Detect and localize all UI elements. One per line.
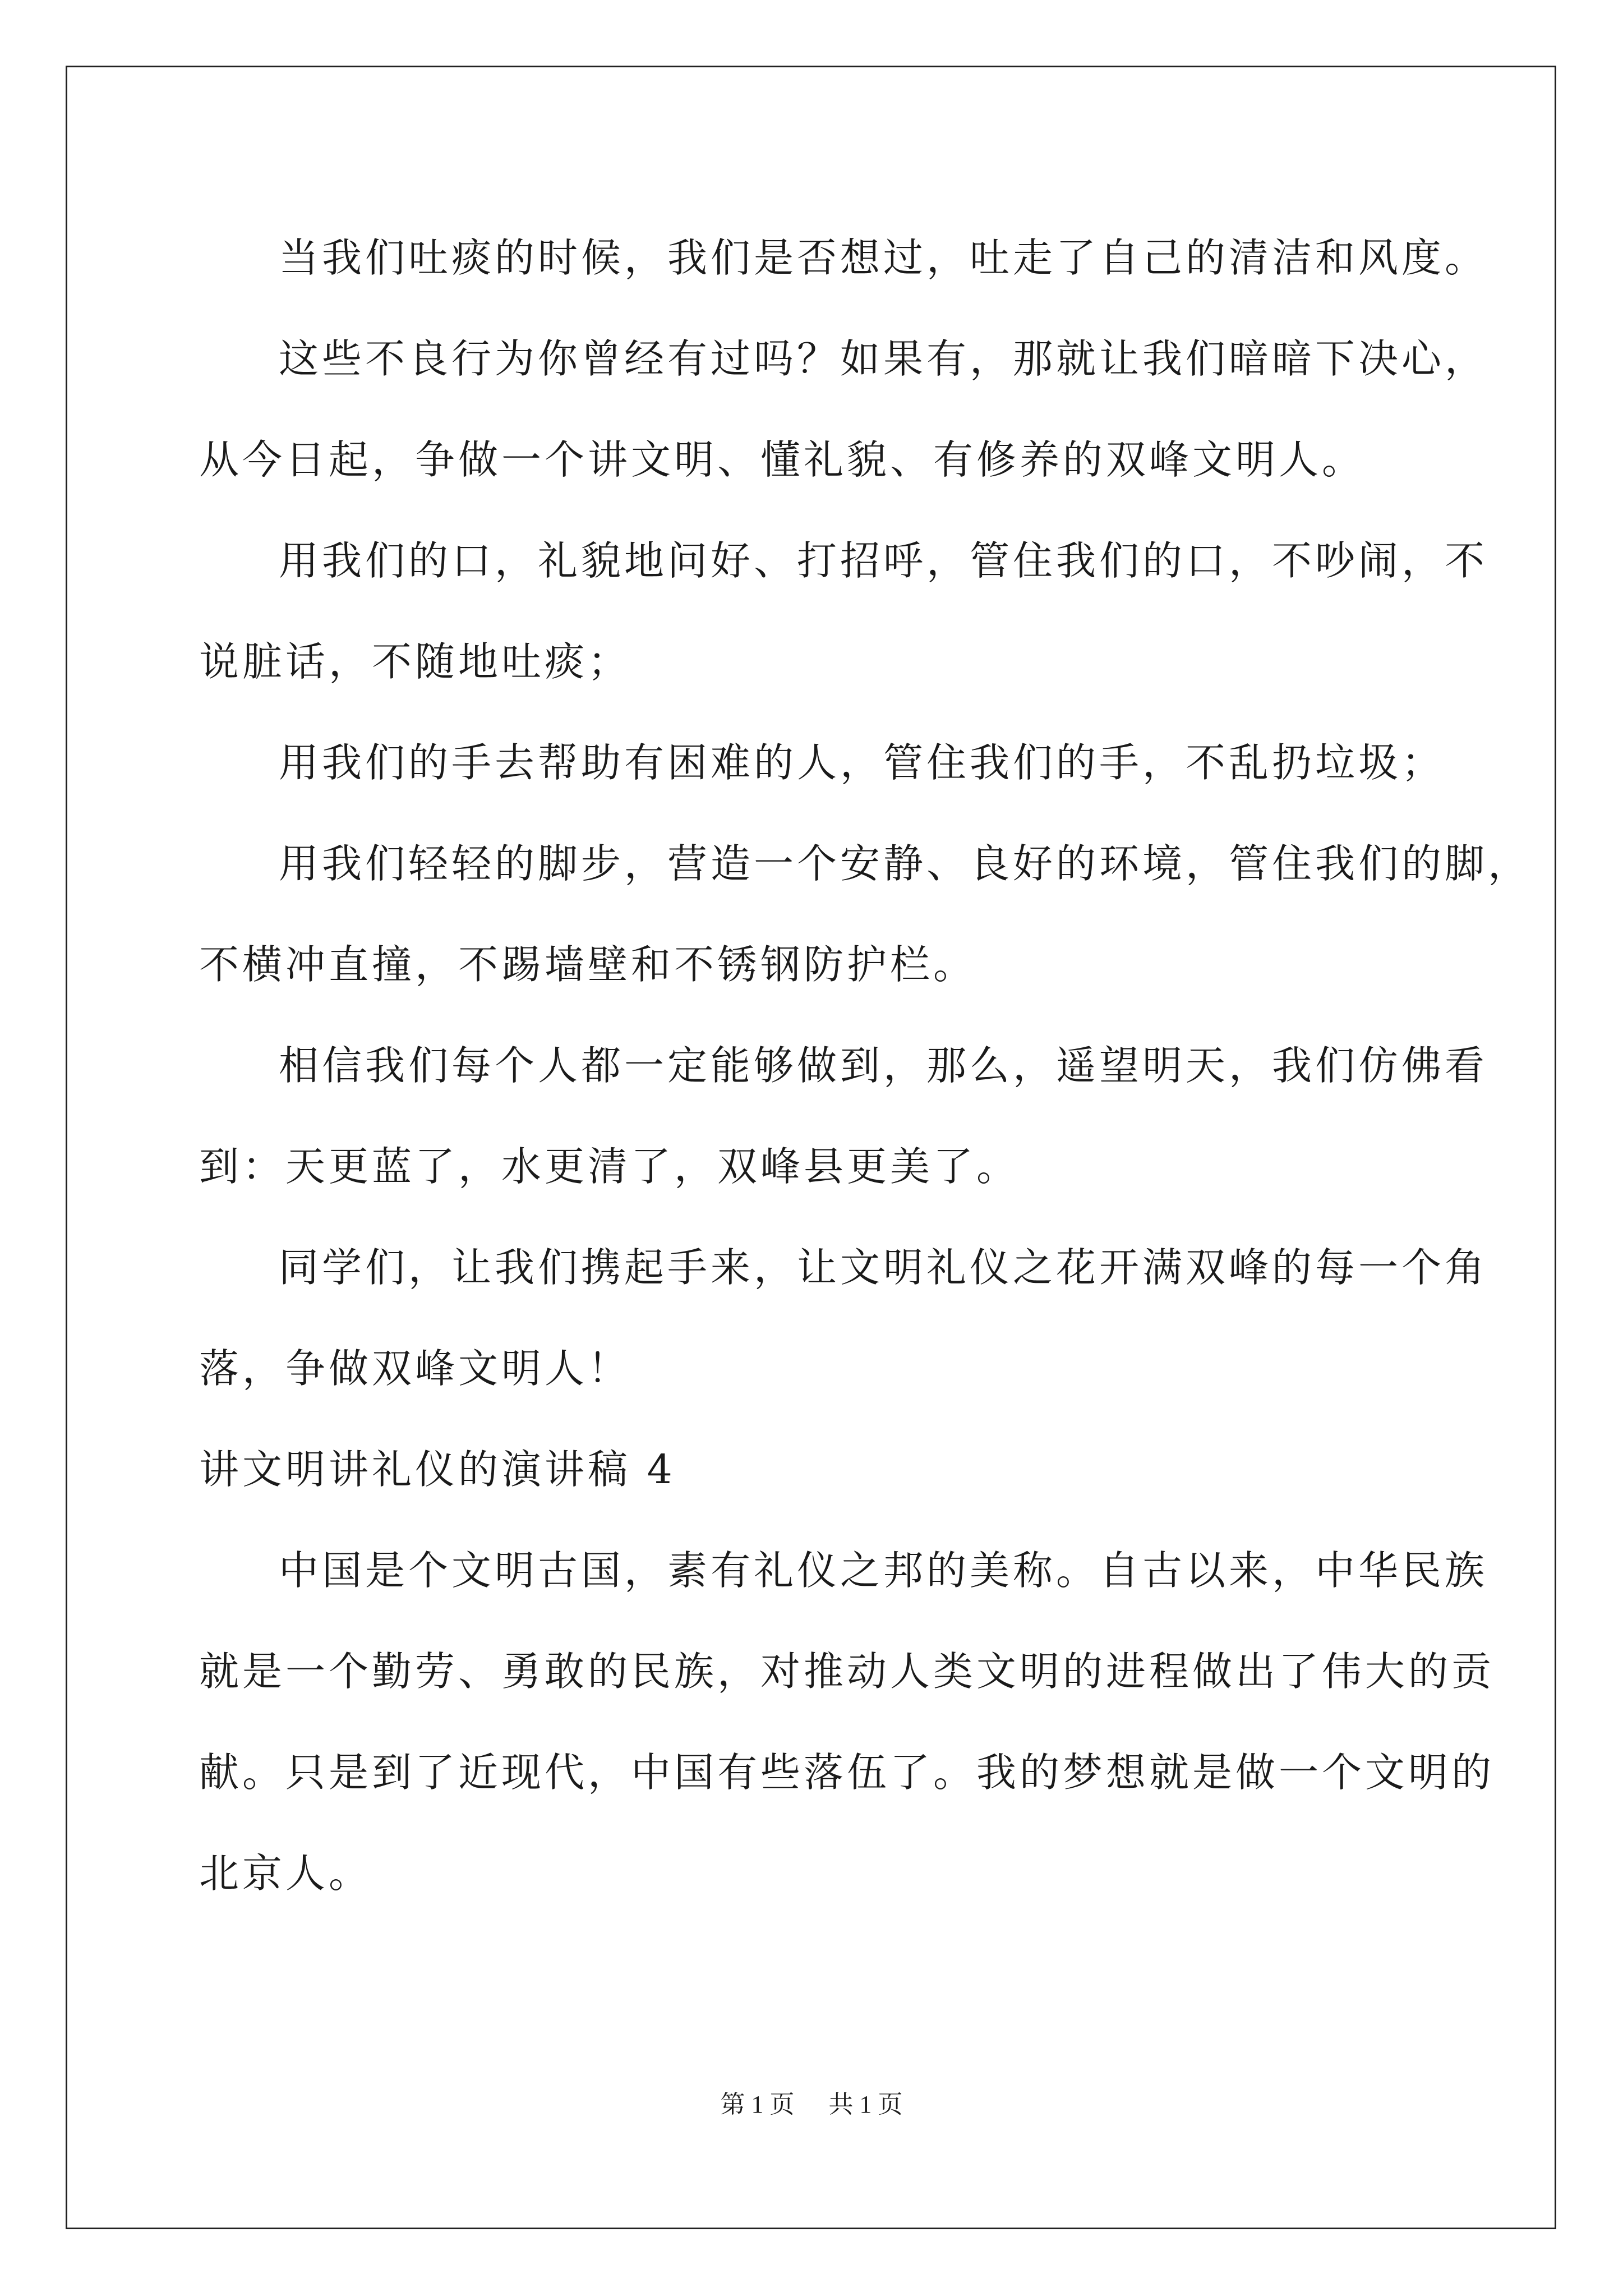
paragraph-line: 落，争做双峰文明人！ xyxy=(199,1345,631,1392)
paragraph-line: 同学们，让我们携起手来，让文明礼仪之花开满双峰的每一个角 xyxy=(279,1244,1488,1291)
paragraph-line: 献。只是到了近现代，中国有些落伍了。我的梦想就是做一个文明的 xyxy=(199,1749,1495,1796)
section-heading: 讲文明讲礼仪的演讲稿 4 xyxy=(199,1446,676,1493)
paragraph-line: 当我们吐痰的时候，我们是否想过，吐走了自己的清洁和风度。 xyxy=(279,234,1488,281)
paragraph-line: 用我们的口，礼貌地问好、打招呼，管住我们的口，不吵闹，不 xyxy=(279,537,1488,584)
paragraph-line: 中国是个文明古国，素有礼仪之邦的美称。自古以来，中华民族 xyxy=(279,1547,1488,1594)
page-number: 第 1 页 xyxy=(720,2091,795,2118)
page-footer xyxy=(0,2084,1623,2120)
page-total: 共 1 页 xyxy=(828,2091,903,2118)
paragraph-line: 用我们轻轻的脚步，营造一个安静、良好的环境，管住我们的脚， xyxy=(279,840,1532,887)
paragraph-line: 相信我们每个人都一定能够做到，那么，遥望明天，我们仿佛看 xyxy=(279,1042,1488,1089)
paragraph-line: 到：天更蓝了，水更清了，双峰县更美了。 xyxy=(199,1143,1020,1190)
paragraph-line: 就是一个勤劳、勇敢的民族，对推动人类文明的进程做出了伟大的贡 xyxy=(199,1648,1495,1695)
document-body xyxy=(199,208,1532,1924)
paragraph-line: 从今日起，争做一个讲文明、懂礼貌、有修养的双峰文明人。 xyxy=(199,436,1366,483)
paragraph-line: 不横冲直撞，不踢墙壁和不锈钢防护栏。 xyxy=(199,941,977,988)
paragraph-line: 这些不良行为你曾经有过吗？如果有，那就让我们暗暗下决心， xyxy=(279,335,1488,382)
paragraph-line: 北京人。 xyxy=(199,1850,372,1897)
paragraph-line: 说脏话，不随地吐痰； xyxy=(199,638,631,685)
paragraph-line: 用我们的手去帮助有困难的人，管住我们的手，不乱扔垃圾； xyxy=(279,739,1445,786)
